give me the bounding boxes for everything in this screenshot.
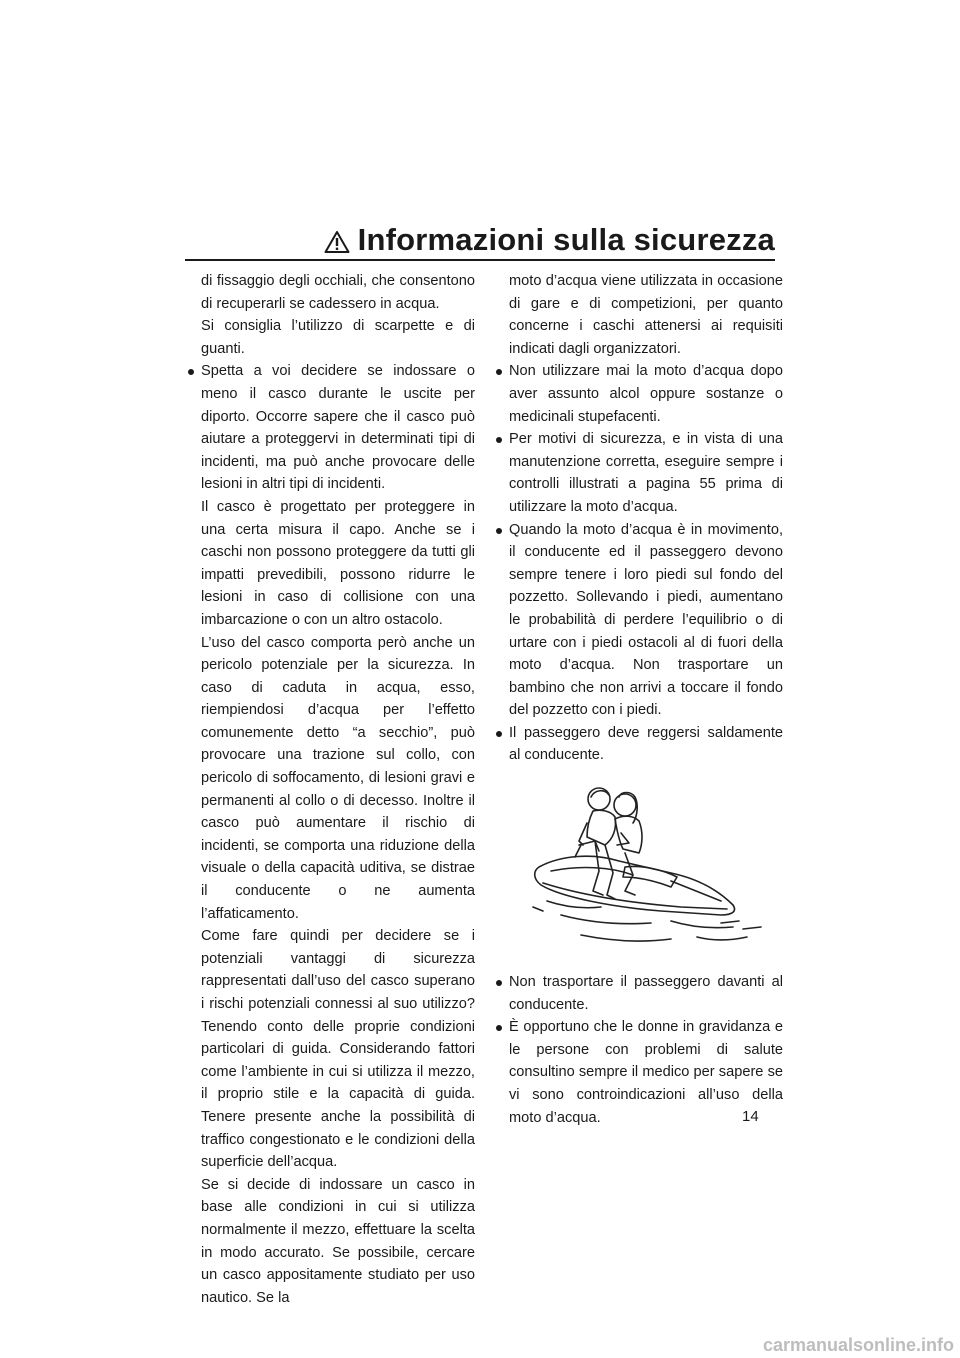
page-title: Informazioni sulla sicurezza bbox=[357, 222, 775, 257]
paragraph: L’uso del casco comporta però anche un pericolo potenziale per la sicurezza. In caso di caduta in acqua, esso, riempiendosi d’acqua per l’effetto comunemente detto “a secchio”, può provocare una trazione sul collo, con pericolo di soffocamento, di lesioni gravi e permanenti al collo o di decesso. Inoltre il casco può aumentare il rischio di incidenti, se comporta una riduzione della visuale o della capacità uditiva, se distrae il conducente o ne aumenta l’affaticamento. bbox=[201, 634, 475, 922]
bullet-item: Non utilizzare mai la moto d’acqua dopo aver assunto alcol oppure sostanze o medicinali stupefacenti. bbox=[509, 360, 783, 428]
bullet-item: Il passeggero deve reggersi saldamente al conducente. bbox=[509, 722, 783, 767]
paragraph: di fissaggio degli occhiali, che consentono di recuperarli se cadessero in acqua. bbox=[201, 273, 475, 312]
paragraph: Se si decide di indossare un casco in base alle condizioni in cui si utilizza normalmente il mezzo, effettuare la scelta in modo accurato. Se possibile, cercare un casco appositamente studiato per uso nautico. Se la bbox=[201, 1176, 475, 1306]
watermark: carmanualsonline.info bbox=[762, 1335, 954, 1355]
paragraph: Il casco è progettato per proteggere in una certa misura il capo. Anche se i caschi non possono proteggere da tutti gli impatti prevedibili, possono ridurre le lesioni in caso di collisione con una imbarcazione o con un altro ostacolo. bbox=[201, 498, 475, 628]
header-divider bbox=[185, 259, 775, 261]
bullet-item: Per motivi di sicurezza, e in vista di una manutenzione corretta, eseguire sempre i controlli illustrati a pagina 55 prima di utilizzare la moto d’acqua. bbox=[509, 428, 783, 518]
right-column bbox=[509, 270, 783, 1129]
paragraph: moto d’acqua viene utilizzata in occasione di gare e di competizioni, per quanto concerne i caschi attenersi ai requisiti indicati dagli organizzatori. bbox=[509, 273, 783, 357]
left-column bbox=[201, 270, 475, 1309]
bullet-item: È opportuno che le donne in gravidanza e le persone con problemi di salute consultino sempre il medico per sapere se vi sono controindicazioni all’uso della moto d’acqua. bbox=[509, 1016, 783, 1129]
warning-triangle-icon bbox=[324, 230, 350, 254]
bullet-item: Non trasportare il passeggero davanti al conducente. bbox=[509, 971, 783, 1016]
watercraft-rider-passenger-illustration bbox=[521, 783, 766, 955]
paragraph: Come fare quindi per decidere se i potenziali vantaggi di sicurezza rappresentati dall’uso del casco superano i rischi potenziali connessi al suo utilizzo? Tenendo conto delle proprie condizioni particolari di guida. Considerando fattori come l’ambiente in cui si utilizza il mezzo, il proprio stile e la capacità di guida. Tenere presente anche la possibilità di traffico congestionato e le condizioni della superficie dell’acqua. bbox=[201, 928, 475, 1171]
bullet-item: Spetta a voi decidere se indossare o meno il casco durante le uscite per diporto. Occorre sapere che il casco può aiutare a proteggervi in determinati tipi di incidenti, ma può anche provocare delle lesioni in altri tipi di incidenti. bbox=[201, 360, 475, 496]
bullet-item: Quando la moto d’acqua è in movimento, il conducente ed il passeggero devono sempre tenere i loro piedi sul fondo del pozzetto. Sollevando i piedi, aumentano le probabilità di perdere l’equilibrio o di urtare con i piedi ostacoli al di fuori della moto d’acqua. Non trasportare un bambino che non arrivi a toccare il fondo del pozzetto con i piedi. bbox=[509, 519, 783, 722]
page-number: 14 bbox=[742, 1108, 759, 1125]
paragraph: Si consiglia l’utilizzo di scarpette e di guanti. bbox=[201, 318, 475, 357]
page-header bbox=[0, 222, 775, 258]
